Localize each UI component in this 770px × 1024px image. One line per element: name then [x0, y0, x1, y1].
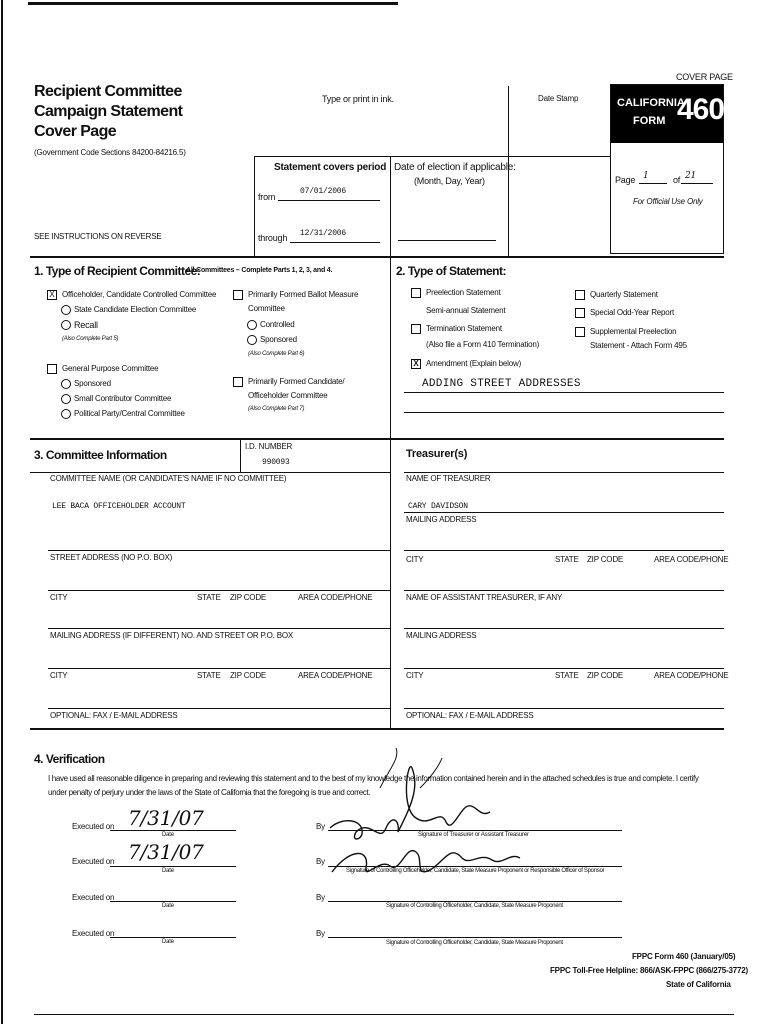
of-label: of [673, 175, 681, 185]
section3-heading: 3. Committee Information [34, 448, 167, 462]
pf-candidate-label-2: Officeholder Committee [248, 391, 328, 400]
form-label: FORM [633, 115, 666, 127]
election-box-top [390, 156, 610, 157]
supplemental-label-1: Supplemental Preelection [590, 327, 677, 336]
see-instructions: SEE INSTRUCTIONS ON REVERSE [34, 232, 162, 241]
title-line-2: Campaign Statement [34, 103, 183, 120]
executed-on-label-2: Executed on [72, 857, 115, 866]
ballot-measure-label-1: Primarily Formed Ballot Measure [248, 290, 359, 299]
by-label-1: By [316, 822, 325, 831]
executed-date-2: 7/31/07 [128, 840, 204, 864]
officeholder-checkbox[interactable]: X [47, 290, 57, 300]
signature-caption-3: Signature of Controlling Officeholder, Candidate, State Measure Proponent [386, 903, 563, 909]
date-caption-4: Date [162, 939, 174, 945]
section4-heading: 4. Verification [34, 752, 105, 766]
supplemental-checkbox[interactable] [575, 327, 585, 337]
treasurer-city-line-2 [404, 668, 724, 669]
ballot-controlled-label: Controlled [260, 320, 295, 329]
also-part5-note: (Also Complete Part 5) [62, 336, 119, 342]
treasurer-city-line [404, 550, 724, 551]
committee-name-line [30, 472, 390, 473]
signature-caption-1: Signature of Treasurer or Assistant Treasurer [418, 832, 529, 838]
treasurer-mailing-label-2: MAILING ADDRESS [406, 631, 477, 640]
form-number: 460 [677, 93, 725, 126]
by-label-2: By [316, 857, 325, 866]
id-number-label: I.D. NUMBER [245, 442, 293, 451]
id-number-value: 990093 [262, 458, 290, 467]
committee-name-value: LEE BACA OFFICEHOLDER ACCOUNT [52, 502, 186, 511]
through-label: through [258, 233, 288, 243]
street-line [48, 550, 390, 551]
page-total: 21 [685, 171, 697, 181]
street-label: STREET ADDRESS (NO P.O. BOX) [50, 553, 173, 562]
election-box-left [390, 156, 391, 256]
government-code: (Government Code Sections 84200-84216.5) [34, 148, 186, 157]
signature-treasurer [330, 767, 490, 839]
from-label: from [258, 192, 276, 202]
assistant-treasurer-line [404, 590, 724, 591]
treasurer-state-label-2: STATE [555, 671, 579, 680]
date-stamp-label: Date Stamp [538, 94, 579, 103]
section-divider-1-2 [390, 256, 391, 438]
recall-radio[interactable] [61, 320, 71, 330]
amendment-explanation: ADDING STREET ADDRESSES [422, 378, 581, 390]
page-number-line [639, 183, 667, 184]
date-caption-1: Date [162, 832, 174, 838]
state-label-1: STATE [197, 593, 221, 602]
gp-small-contributor-label: Small Contributor Committee [74, 394, 172, 403]
executed-on-label-1: Executed on [72, 822, 115, 831]
general-purpose-label: General Purpose Committee [62, 364, 159, 373]
gp-sponsored-label: Sponsored [74, 379, 111, 388]
treasurer-name-line [404, 472, 724, 473]
gp-political-party-radio[interactable] [61, 409, 71, 419]
page-total-line [681, 183, 713, 184]
also-part6-note: (Also Complete Part 6) [248, 351, 305, 357]
period-box-top [254, 156, 390, 157]
id-box-left [240, 438, 241, 472]
page-label: Page [615, 175, 636, 185]
city-line-2 [48, 668, 390, 669]
section1-sub: All Committees – Complete Parts 1, 2, 3, and 4. [186, 267, 333, 274]
signature-caption-2: Signature of Controlling Officeholder, Candidate, State Measure Proponent or Responsible Officer of Sponsor [346, 868, 605, 874]
phone-label-2: AREA CODE/PHONE [298, 671, 373, 680]
section3-bottom-rule [30, 728, 724, 730]
city-label-2: CITY [50, 671, 68, 680]
footer-helpline: FPPC Toll-Free Helpline: 866/ASK-FPPC (866/275-3772) [550, 966, 748, 975]
section3-divider [390, 438, 391, 728]
city-line-1 [48, 590, 390, 591]
termination-label: Termination Statement [426, 324, 502, 333]
executed-date-line-2 [110, 866, 236, 867]
signature-caption-4: Signature of Controlling Officeholder, Candidate, State Measure Proponent [386, 940, 563, 946]
signature-officeholder [332, 851, 520, 872]
zip-label-2: ZIP CODE [230, 671, 267, 680]
executed-date-line-4 [110, 937, 236, 938]
treasurer-name-value: CARY DAVIDSON [408, 502, 468, 511]
executed-date-1: 7/31/07 [128, 806, 204, 830]
treasurer-city-label: CITY [406, 555, 424, 564]
treasurer-heading: Treasurer(s) [406, 448, 468, 460]
gp-sponsored-radio[interactable] [61, 379, 71, 389]
assistant-treasurer-label: NAME OF ASSISTANT TREASURER, IF ANY [406, 593, 563, 602]
treasurer-mailing-line-2 [404, 628, 724, 629]
ballot-measure-label-2: Committee [248, 304, 285, 313]
from-value: 07/01/2006 [300, 187, 347, 196]
treasurer-city-label-2: CITY [406, 671, 424, 680]
period-heading: Statement covers period [274, 162, 387, 173]
treasurer-zip-label-2: ZIP CODE [587, 671, 624, 680]
phone-label-1: AREA CODE/PHONE [298, 593, 373, 602]
treasurer-state-label: STATE [555, 555, 579, 564]
verification-text-2: under penalty of perjury under the laws of the State of California that the foregoing is true and correct. [48, 788, 371, 797]
general-purpose-checkbox[interactable] [47, 364, 57, 374]
city-label-1: CITY [50, 593, 68, 602]
state-candidate-label: State Candidate Election Committee [74, 305, 197, 314]
date-caption-3: Date [162, 903, 174, 909]
election-heading: Date of election if applicable: [394, 162, 516, 173]
footer-form-line: FPPC Form 460 (January/05) [632, 952, 736, 961]
by-label-3: By [316, 893, 325, 902]
california-label: CALIFORNIA [617, 97, 685, 109]
amendment-label: Amendment (Explain below) [426, 359, 522, 368]
handwritten-signatures [320, 748, 550, 888]
form-460-badge [611, 85, 723, 143]
scan-left-edge [1, 0, 3, 1024]
section1-heading: 1. Type of Recipient Committee: [34, 264, 201, 278]
officeholder-label: Officeholder, Candidate Controlled Committee [62, 290, 217, 299]
preelection-checkbox[interactable] [411, 288, 421, 298]
executed-on-label-3: Executed on [72, 893, 115, 902]
title-line-3: Cover Page [34, 123, 117, 140]
official-use-label: For Official Use Only [633, 197, 703, 206]
ballot-measure-checkbox[interactable] [233, 290, 243, 300]
date-caption-2: Date [162, 868, 174, 874]
gp-political-party-label: Political Party/Central Committee [74, 409, 185, 418]
quarterly-label: Quarterly Statement [590, 290, 658, 299]
footer-state: State of California [666, 980, 731, 989]
title-line-1: Recipient Committee [34, 83, 182, 100]
amendment-line-1 [404, 392, 724, 393]
header-bottom-rule [30, 256, 724, 258]
treasurer-mailing-label: MAILING ADDRESS [406, 515, 477, 524]
supplemental-label-2: Statement - Attach Form 495 [590, 341, 687, 350]
treasurer-name-label: NAME OF TREASURER [406, 474, 491, 483]
verification-text-1: I have used all reasonable diligence in preparing and reviewing this statement and to the best of my knowledge the information contained herein and in the attached schedules is true and complete. I certify [48, 774, 699, 783]
page-number: 1 [643, 171, 649, 181]
gp-small-contributor-radio[interactable] [61, 394, 71, 404]
cover-page-label: COVER PAGE [676, 72, 733, 82]
signature-flourish [380, 748, 442, 788]
optional-line [48, 708, 390, 709]
state-candidate-radio[interactable] [61, 305, 71, 315]
termination-note: (Also file a Form 410 Termination) [426, 340, 540, 349]
committee-name-label: COMMITTEE NAME (OR CANDIDATE'S NAME IF NO COMMITTEE) [50, 474, 287, 483]
signature-line-3 [328, 901, 622, 902]
treasurer-phone-label-2: AREA CODE/PHONE [654, 671, 729, 680]
odd-year-checkbox[interactable] [575, 308, 585, 318]
executed-date-line-1 [110, 830, 236, 831]
amendment-checkbox[interactable]: X [411, 359, 421, 369]
election-sub: (Month, Day, Year) [414, 176, 485, 186]
pf-candidate-label-1: Primarily Formed Candidate/ [248, 377, 345, 386]
mailing-line [48, 628, 390, 629]
treasurer-phone-label: AREA CODE/PHONE [654, 555, 729, 564]
form-460-block [610, 84, 724, 254]
through-value: 12/31/2006 [300, 229, 347, 238]
ballot-controlled-radio[interactable] [247, 320, 257, 330]
by-label-4: By [316, 929, 325, 938]
quarterly-checkbox[interactable] [575, 290, 585, 300]
scan-top-edge [28, 2, 398, 5]
pf-candidate-checkbox[interactable] [233, 377, 243, 387]
executed-date-line-3 [110, 901, 236, 902]
form-title [34, 82, 182, 142]
zip-label-1: ZIP CODE [230, 593, 267, 602]
amendment-line-2 [404, 412, 724, 413]
treasurer-mailing-line [404, 512, 724, 513]
section2-heading: 2. Type of Statement: [396, 264, 506, 278]
optional-label: OPTIONAL: FAX / E-MAIL ADDRESS [50, 711, 178, 720]
through-line [290, 242, 380, 243]
semiannual-label: Semi-annual Statement [426, 306, 506, 315]
treasurer-optional-line [404, 708, 724, 709]
election-date-line [398, 240, 496, 241]
executed-on-label-4: Executed on [72, 929, 115, 938]
also-part7-note: (Also Complete Part 7) [248, 406, 305, 412]
treasurer-zip-label: ZIP CODE [587, 555, 624, 564]
period-box-left [254, 156, 255, 256]
ballot-sponsored-radio[interactable] [247, 335, 257, 345]
type-or-print: Type or print in ink. [322, 94, 394, 104]
ballot-sponsored-label: Sponsored [260, 335, 297, 344]
treasurer-optional-label: OPTIONAL: FAX / E-MAIL ADDRESS [406, 711, 534, 720]
mailing-label: MAILING ADDRESS (IF DIFFERENT) NO. AND STREET OR P.O. BOX [50, 631, 294, 640]
odd-year-label: Special Odd-Year Report [590, 308, 675, 317]
termination-checkbox[interactable] [411, 324, 421, 334]
from-line [278, 200, 380, 201]
preelection-label: Preelection Statement [426, 288, 501, 297]
scan-bottom-edge [34, 1014, 734, 1015]
state-label-2: STATE [197, 671, 221, 680]
section2-bottom-rule [30, 438, 724, 440]
signature-line-4 [328, 937, 622, 938]
recall-label: Recall [74, 320, 98, 330]
